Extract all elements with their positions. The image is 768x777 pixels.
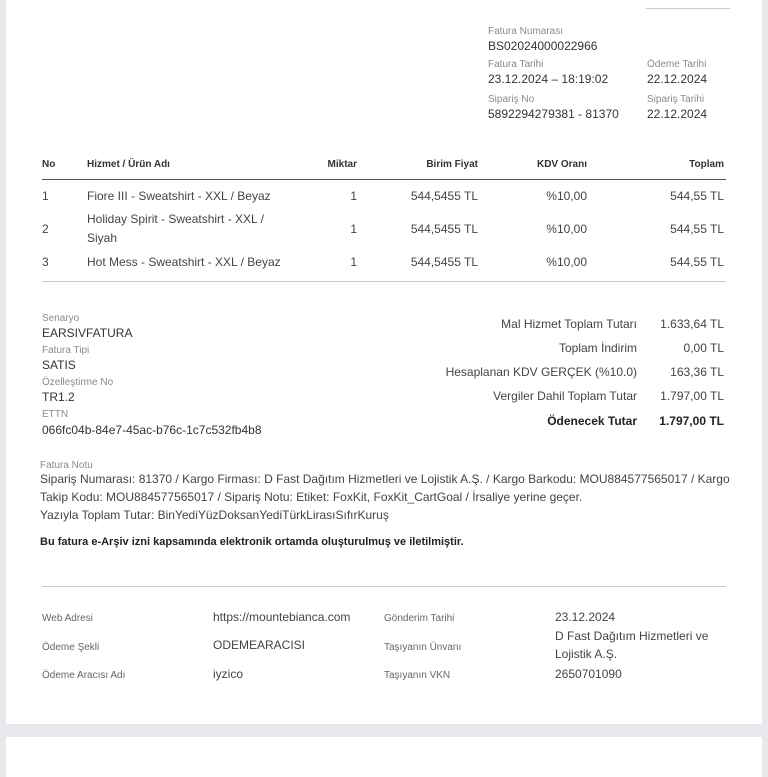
invoice-number: BS02024000022966 [488,39,598,53]
invoice-type-label: Fatura Tipi [42,345,90,356]
send-date-label: Gönderim Tarihi [384,613,455,624]
carrier-vkn-value: 2650701090 [555,667,622,681]
summary-total-incl-tax-label: Vergiler Dahil Toplam Tutar [493,389,637,403]
order-date: 22.12.2024 [647,107,708,121]
order-date-label: Sipariş Tarihi [647,94,705,105]
invoice-type-value: SATIS [42,358,76,372]
scenario-value: EARSIVFATURA [42,326,133,340]
custom-no-value: TR1.2 [42,390,75,404]
row-unit-price: 544,5455 TL [410,222,478,236]
next-page [6,737,762,777]
payment-date-label: Ödeme Tarihi [647,59,707,70]
invoice-number-label: Fatura Numarası [488,26,564,37]
row-unit-price: 544,5455 TL [410,255,478,269]
table-bottom-divider [42,281,726,282]
summary-subtotal-value: 1.633,64 TL [660,317,724,331]
payment-method-label: Ödeme Şekli [42,642,100,653]
summary-vat-value: 163,36 TL [670,365,724,379]
summary-discount-label: Toplam İndirim [558,341,637,355]
carrier-title-line2: Lojistik A.Ş. [555,647,618,661]
col-unit-price: Birim Fiyat [426,159,478,170]
web-address-value: https://mountebianca.com [213,610,351,624]
carrier-title-line1: D Fast Dağıtım Hizmetleri ve [555,629,709,643]
row-total: 544,55 TL [670,255,724,269]
top-divider [646,8,730,9]
col-name: Hizmet / Ürün Adı [87,159,170,170]
row-qty: 1 [350,255,357,269]
summary-vat-label: Hesaplanan KDV GERÇEK (%10.0) [445,365,637,379]
row-no: 1 [42,189,49,203]
invoice-date: 23.12.2024 – 18:19:02 [488,72,609,86]
table-header-divider [42,179,726,180]
row-name-line2: Siyah [87,231,118,245]
custom-no-label: Özelleştirme No [42,377,114,388]
row-vat: %10,00 [546,222,587,236]
carrier-title-label: Taşıyanın Ünvanı [384,642,462,653]
row-name-line1: Holiday Spirit - Sweatshirt - XXL / [87,212,264,226]
row-total: 544,55 TL [670,189,724,203]
row-qty: 1 [350,222,357,236]
row-name: Hot Mess - Sweatshirt - XXL / Beyaz [87,255,281,269]
col-vat: KDV Oranı [536,159,587,170]
summary-subtotal-label: Mal Hizmet Toplam Tutarı [501,317,637,331]
scenario-label: Senaryo [42,313,80,324]
order-no: 5892294279381 - 81370 [488,107,619,121]
carrier-vkn-label: Taşıyanın VKN [384,670,451,681]
footer-divider [42,586,726,587]
row-total: 544,55 TL [670,222,724,236]
summary-discount-value: 0,00 TL [683,341,724,355]
payment-method-value: ODEMEARACISI [213,638,306,652]
payment-agent-value: iyzico [213,667,244,681]
row-name: Fiore III - Sweatshirt - XXL / Beyaz [87,189,271,203]
col-no: No [42,159,56,170]
earsiv-statement: Bu fatura e-Arşiv izni kapsamında elektronik ortamda oluşturulmuş ve iletilmiştir. [40,536,464,548]
row-vat: %10,00 [546,255,587,269]
web-address-label: Web Adresi [42,613,93,624]
row-no: 3 [42,255,49,269]
payment-date: 22.12.2024 [647,72,708,86]
invoice-note-label: Fatura Notu [40,460,93,471]
col-qty: Miktar [327,159,357,170]
ettn-label: ETTN [42,409,69,420]
invoice-page [6,0,762,724]
invoice-note [40,470,730,524]
invoice-date-label: Fatura Tarihi [488,59,544,70]
send-date-value: 23.12.2024 [555,610,616,624]
col-total: Toplam [689,159,724,170]
summary-total-incl-tax-value: 1.797,00 TL [660,389,724,403]
invoice-note-line3: Yazıyla Toplam Tutar: BinYediYüzDoksanYediTürkLirasıSıfırKuruş [40,508,389,522]
row-unit-price: 544,5455 TL [410,189,478,203]
invoice-note-line1: Sipariş Numarası: 81370 / Kargo Firması: D Fast Dağıtım Hizmetleri ve Lojistik A.Ş. / Kargo Barkodu: MOU884577565017 / Kargo [40,472,730,486]
payment-agent-label: Ödeme Aracısı Adı [42,670,126,681]
row-qty: 1 [350,189,357,203]
invoice-note-line2: Takip Kodu: MOU884577565017 / Sipariş Notu: Etiket: FoxKit, FoxKit_CartGoal / İrsaliye yerine geçer. [40,490,583,504]
summary-payable-label: Ödenecek Tutar [547,414,637,428]
row-vat: %10,00 [546,189,587,203]
summary-payable-value: 1.797,00 TL [659,414,724,428]
row-no: 2 [42,222,49,236]
ettn-value: 066fc04b-84e7-45ac-b76c-1c7c532fb4b8 [42,423,262,437]
order-no-label: Sipariş No [488,94,535,105]
